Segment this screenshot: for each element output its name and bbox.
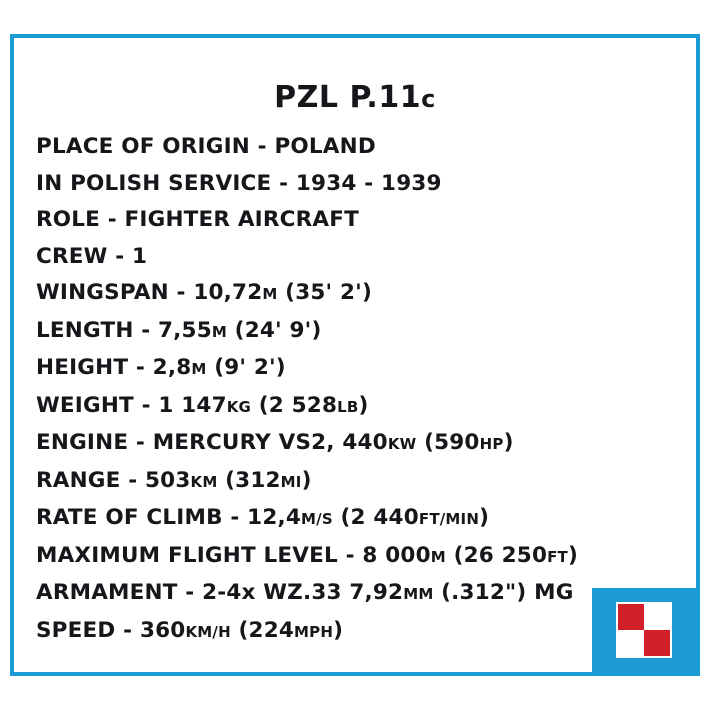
spec-unit-primary: KG xyxy=(226,397,252,416)
spec-text: ROLE - FIGHTER AIRCRAFT xyxy=(36,207,359,232)
spec-unit-primary: M/S xyxy=(301,510,333,528)
spec-tail: ) xyxy=(568,542,579,568)
spec-secondary: (2 528 xyxy=(251,392,338,418)
spec-unit-primary: KM xyxy=(190,472,218,491)
spec-label: WEIGHT - 1 147 xyxy=(36,392,227,418)
title-variant: c xyxy=(421,85,436,113)
specification-card xyxy=(10,34,700,676)
spec-row xyxy=(36,239,696,276)
spec-tail: ) xyxy=(301,467,312,493)
spec-label: WINGSPAN - 10,72 xyxy=(36,280,263,305)
spec-tail: ) xyxy=(479,505,490,530)
spec-secondary: (224 xyxy=(230,617,295,643)
checker-cell-bottom-right xyxy=(644,630,670,656)
spec-row xyxy=(36,166,696,203)
spec-unit-secondary: FT/MIN xyxy=(418,510,480,528)
page-title xyxy=(14,80,696,115)
spec-row xyxy=(36,129,696,166)
spec-secondary: (.312") MG xyxy=(433,580,574,605)
spec-label: ENGINE - MERCURY VS2, 440 xyxy=(36,430,388,455)
spec-text: CREW - 1 xyxy=(36,243,148,269)
spec-unit-primary: KM/H xyxy=(185,622,231,641)
spec-label: RATE OF CLIMB - 12,4 xyxy=(36,505,302,530)
spec-unit-primary: M xyxy=(262,285,278,303)
spec-label: ARMAMENT - 2-4x WZ.33 7,92 xyxy=(36,580,404,605)
spec-secondary: (9' 2') xyxy=(206,355,286,380)
spec-tail: ) xyxy=(358,392,369,418)
spec-unit-secondary: LB xyxy=(337,397,359,416)
spec-unit-secondary: FT xyxy=(547,547,568,566)
spec-text: IN POLISH SERVICE - 1934 - 1939 xyxy=(36,170,442,196)
spec-secondary: (590 xyxy=(416,430,480,455)
spec-row xyxy=(36,538,696,576)
spec-row xyxy=(36,350,696,388)
spec-secondary: (2 440 xyxy=(332,505,419,530)
spec-label: SPEED - 360 xyxy=(36,617,186,643)
spec-label: RANGE - 503 xyxy=(36,467,191,493)
spec-row xyxy=(36,500,696,538)
spec-row xyxy=(36,425,696,463)
spec-secondary: (35' 2') xyxy=(277,280,372,305)
checker-cell-bottom-left xyxy=(618,630,644,656)
spec-unit-primary: MM xyxy=(403,585,434,603)
spec-row xyxy=(36,388,696,426)
spec-label: HEIGHT - 2,8 xyxy=(36,355,192,380)
spec-row xyxy=(36,313,696,351)
spec-unit-secondary: HP xyxy=(479,435,504,453)
spec-tail: ) xyxy=(503,430,514,455)
polish-air-force-checkerboard-icon xyxy=(616,602,672,658)
spec-label: LENGTH - 7,55 xyxy=(36,317,212,343)
title-model: PZL P.11 xyxy=(274,80,422,115)
polish-checkerboard-badge xyxy=(592,588,696,672)
spec-secondary: (26 250 xyxy=(445,542,548,568)
checker-cell-top-left xyxy=(618,604,644,630)
spec-unit-secondary: MPH xyxy=(294,622,334,641)
spec-unit-secondary: MI xyxy=(280,472,302,491)
spec-unit-primary: M xyxy=(191,360,207,378)
spec-row xyxy=(36,463,696,501)
specification-list xyxy=(14,129,696,650)
spec-tail: ) xyxy=(333,617,344,643)
spec-text: PLACE OF ORIGIN - POLAND xyxy=(36,134,376,159)
spec-unit-primary: KW xyxy=(387,435,417,453)
spec-label: MAXIMUM FLIGHT LEVEL - 8 000 xyxy=(36,542,431,568)
spec-row xyxy=(36,275,696,313)
spec-unit-primary: M xyxy=(430,547,446,566)
checker-cell-top-right xyxy=(644,604,670,630)
spec-row xyxy=(36,202,696,239)
spec-secondary: (312 xyxy=(217,467,281,493)
spec-secondary: (24' 9') xyxy=(227,317,322,343)
spec-unit-primary: M xyxy=(211,322,227,341)
